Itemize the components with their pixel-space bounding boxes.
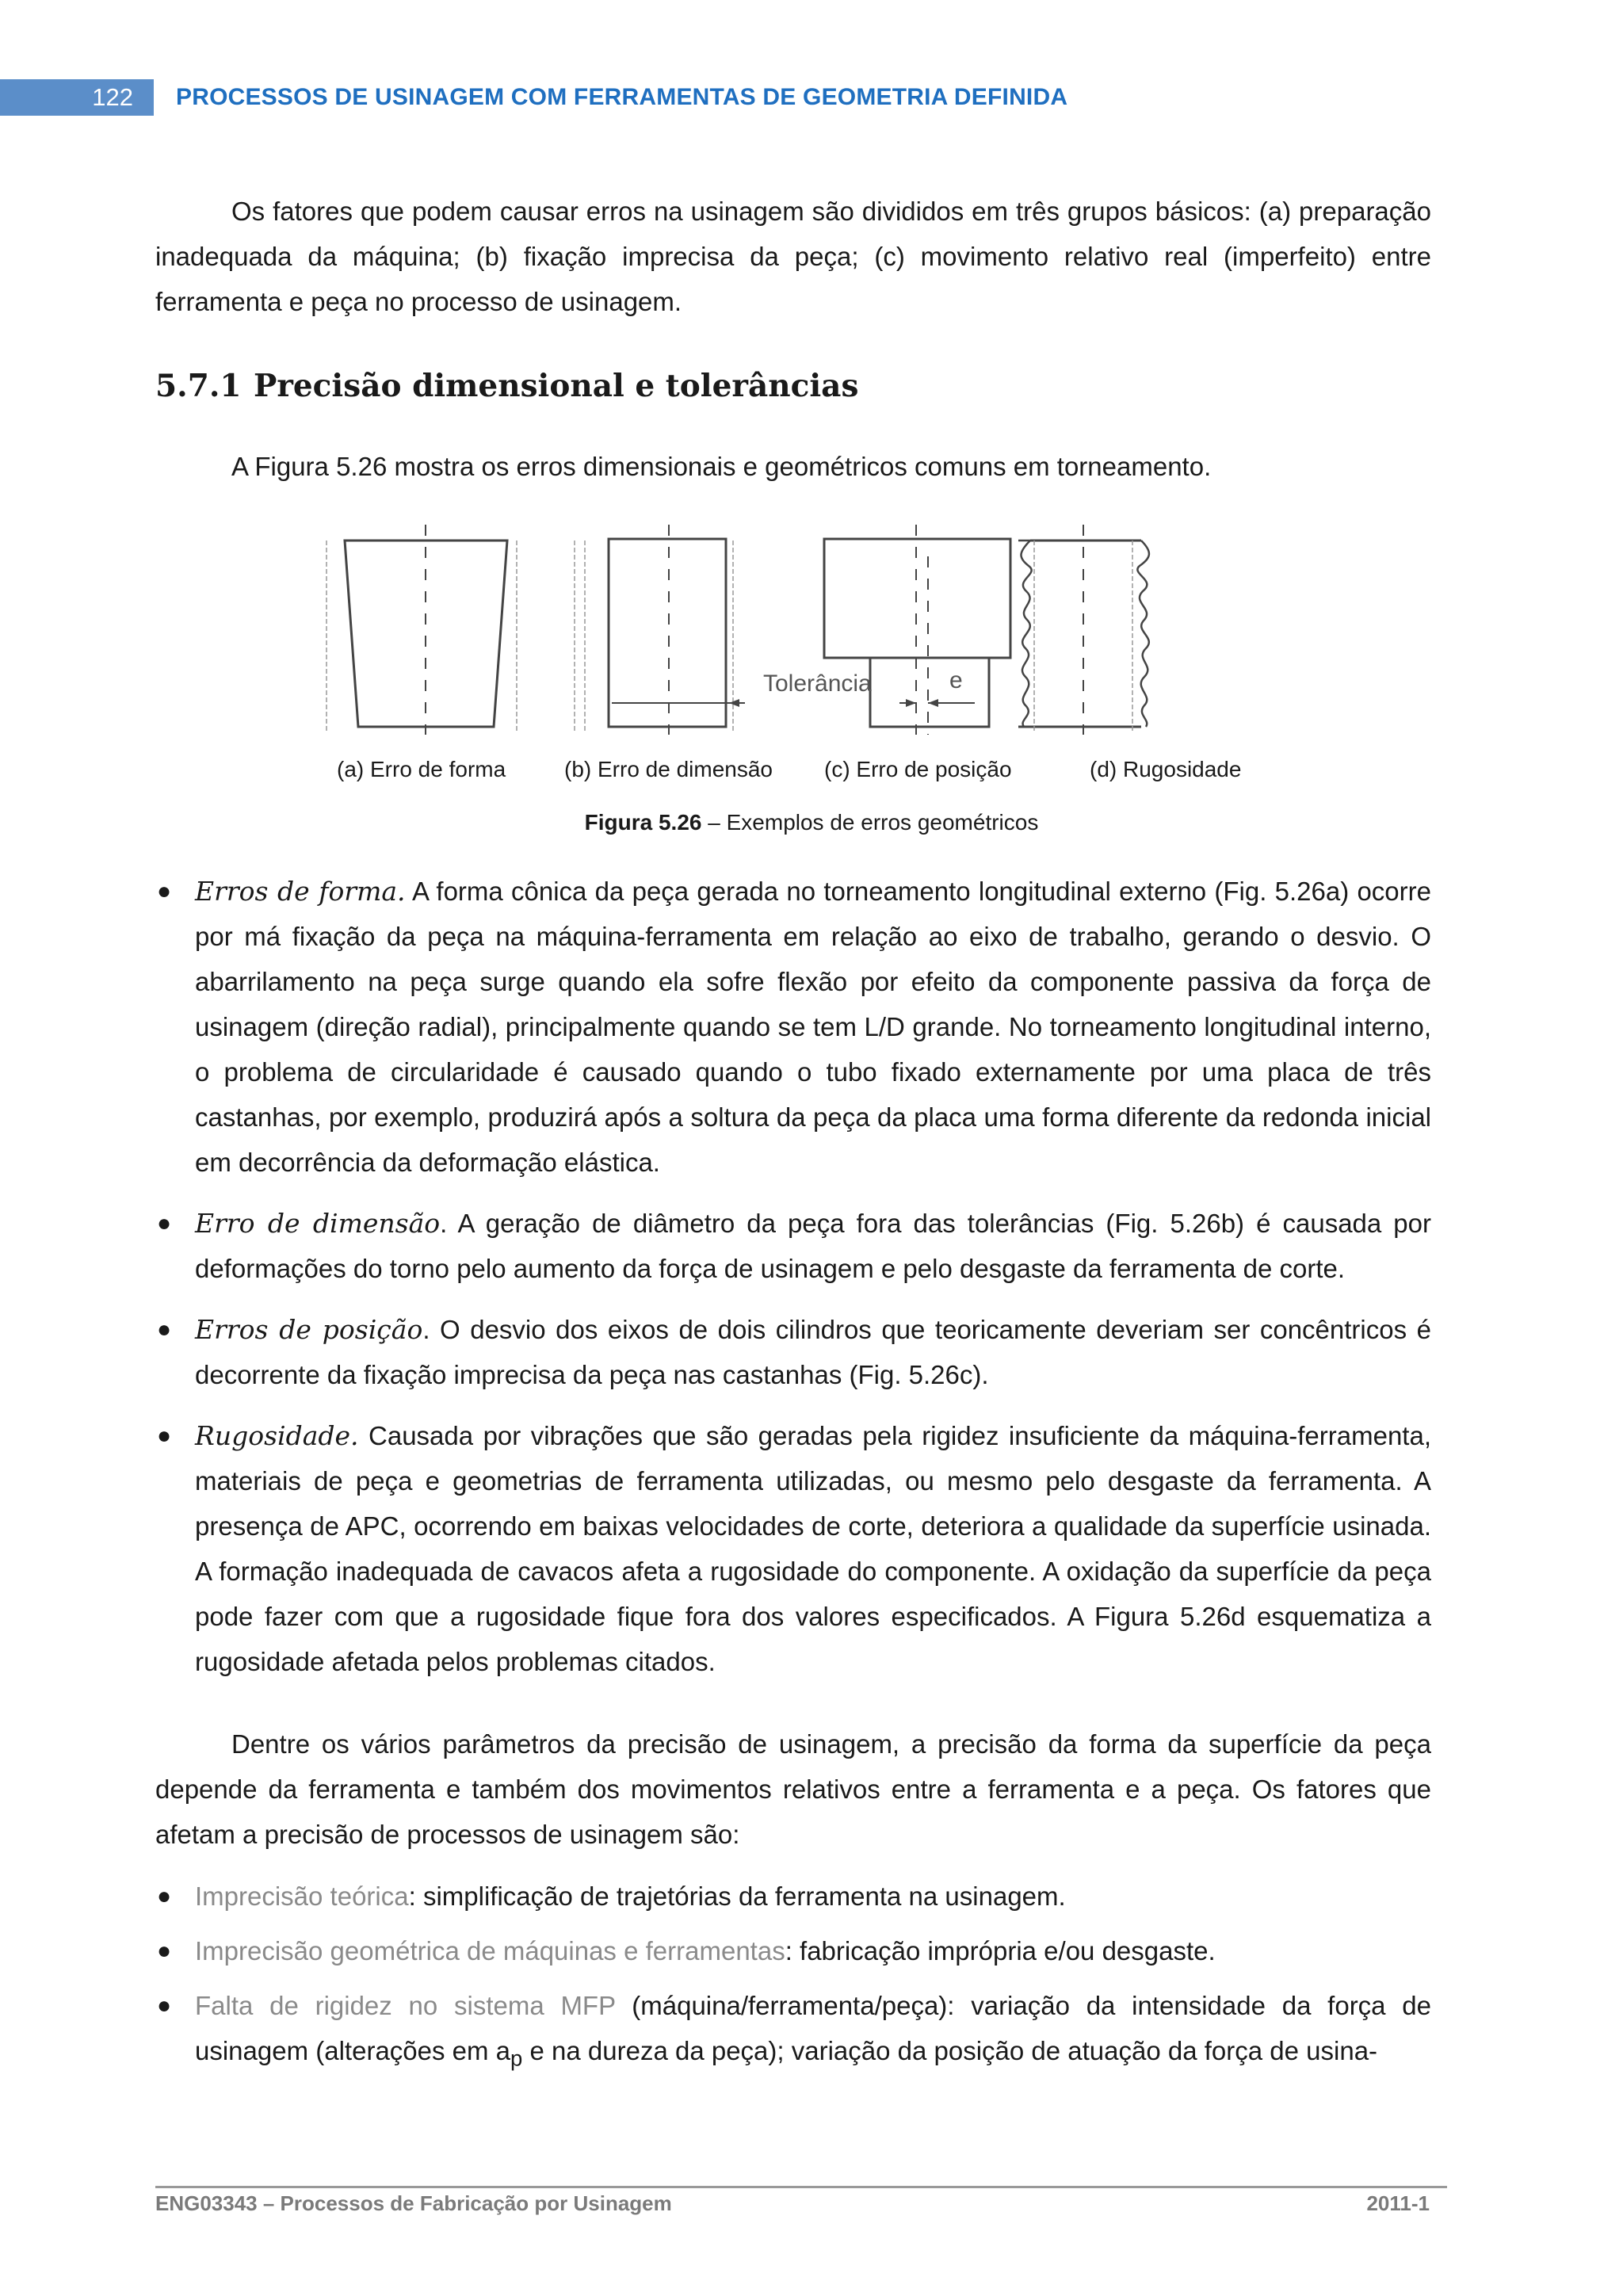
section-number: 5.7.1 xyxy=(155,368,242,404)
figure-caption xyxy=(0,810,1623,835)
list-item-term: Erros de posição xyxy=(195,1314,423,1345)
figure-caption-label: Figura 5.26 xyxy=(584,810,702,835)
factor-text-before: (máquina/ferramenta/peça): variação da intensidade da força de usinagem (alterações em a xyxy=(195,1991,1431,2065)
bullet-icon: ● xyxy=(157,1883,172,1909)
bullet-icon: ● xyxy=(157,1423,172,1449)
subcaption-b: (b) Erro de dimensão xyxy=(564,757,773,781)
subcaption-d: (d) Rugosidade xyxy=(1090,757,1242,781)
error-types-list xyxy=(155,869,1431,1700)
factor-text: : fabricação imprópria e/ou desgaste. xyxy=(785,1936,1216,1966)
bullet-icon: ● xyxy=(157,1316,172,1343)
figure-geometric-errors xyxy=(301,509,1292,747)
page-number: 122 xyxy=(92,83,133,111)
list-item xyxy=(155,1307,1431,1397)
diagram-roughness xyxy=(1018,525,1149,735)
diagram-position-error xyxy=(824,525,1010,735)
diagram-form-error xyxy=(327,525,517,735)
bullet-icon: ● xyxy=(157,1992,172,2019)
footer-term: 2011-1 xyxy=(1366,2191,1430,2215)
bullet-icon: ● xyxy=(157,1210,172,1236)
factor-term: Imprecisão geométrica de máquinas e ferramentas xyxy=(195,1936,785,1966)
section-title: Precisão dimensional e tolerâncias xyxy=(254,368,859,404)
factor-term: Falta de rigidez no sistema MFP xyxy=(195,1991,616,2020)
list-item-text: . O desvio dos eixos de dois cilindros que teoricamente deveriam ser concêntricos é decorrente da fixação imprecisa da peça nas castanhas (Fig. 5.26c). xyxy=(195,1315,1431,1389)
factor-subscript: p xyxy=(510,2046,523,2071)
intro-text: Os fatores que podem causar erros na usinagem são divididos em três grupos básicos: (a) preparação inadequada da máquina; (b) fixação imprecisa da peça; (c) movimento relativo real (imperfeito) entre ferramenta e peça no processo de usinagem. xyxy=(155,197,1431,316)
bullet-icon: ● xyxy=(157,878,172,904)
closing-paragraph xyxy=(155,1721,1431,1857)
list-item xyxy=(155,1874,1431,1919)
closing-text: Dentre os vários parâmetros da precisão de usinagem, a precisão da forma da superfície da peça depende da ferramenta e também dos movimentos relativos entre a ferramenta e a peça. Os fatores que afetam a precisão de processos de usinagem são: xyxy=(155,1729,1431,1849)
list-item-term: Erros de forma. xyxy=(195,876,406,907)
subcaption-a: (a) Erro de forma xyxy=(337,757,506,781)
factor-text: : simplificação de trajetórias da ferramenta na usinagem. xyxy=(408,1881,1066,1911)
footer-divider xyxy=(155,2186,1447,2188)
section-heading xyxy=(155,368,858,404)
list-item xyxy=(155,1928,1431,1973)
list-item xyxy=(155,1201,1431,1291)
header-title: PROCESSOS DE USINAGEM COM FERRAMENTAS DE GEOMETRIA DEFINIDA xyxy=(176,84,1068,110)
footer-course: ENG03343 – Processos de Fabricação por Usinagem xyxy=(155,2191,672,2215)
diagram-dimension-error xyxy=(575,525,745,735)
bullet-icon: ● xyxy=(157,1938,172,1964)
subcaption-c: (c) Erro de posição xyxy=(824,757,1012,781)
figure-caption-text: – Exemplos de erros geométricos xyxy=(701,810,1039,835)
list-item-text: . A geração de diâmetro da peça fora das tolerâncias (Fig. 5.26b) é causada por deformações do torno pelo aumento da força de usinagem e pelo desgaste da ferramenta de corte. xyxy=(195,1209,1431,1283)
factors-list xyxy=(155,1874,1431,2091)
list-item-term: Rugosidade. xyxy=(195,1420,359,1451)
list-item xyxy=(155,869,1431,1185)
factor-term: Imprecisão teórica xyxy=(195,1881,409,1911)
list-item-text: Causada por vibrações que são geradas pela rigidez insuficiente da máquina-ferramenta, materiais de peça e geometrias de ferramenta utilizadas, ou mesmo pelo desgaste da ferramenta. A presença de APC, ocorrendo em baixas velocidades de corte, deteriora a qualidade da superfície usinada. A formação inadequada de cavacos afeta a rugosidade do componente. A oxidação da superfície da peça pode fazer com que a rugosidade fique fora dos valores especificados. A Figura 5.26d esquematiza a rugosidade afetada pelos problemas citados. xyxy=(195,1421,1431,1676)
figure-reference-paragraph xyxy=(155,444,1431,489)
intro-paragraph xyxy=(155,189,1431,324)
factor-text-after: e na dureza da peça); variação da posição de atuação da força de usina- xyxy=(522,2036,1378,2065)
eccentricity-label: e xyxy=(949,667,963,693)
list-item-term: Erro de dimensão xyxy=(195,1208,441,1239)
list-item xyxy=(155,1413,1431,1684)
list-item-text: A forma cônica da peça gerada no torneamento longitudinal externo (Fig. 5.26a) ocorre por má fixação da peça na máquina-ferramenta em relação ao eixo de trabalho, gerando o desvio. O abarrilamento na peça surge quando ela sofre flexão por efeito da componente passiva da força de usinagem (direção radial), principalmente quando se tem L/D grande. No torneamento longitudinal interno, o problema de circularidade é causado quando o tubo fixado externamente por uma placa de três castanhas, por exemplo, produzirá após a soltura da peça da placa uma forma diferente da redonda inicial em decorrência da deformação elástica. xyxy=(195,877,1431,1177)
figure-reference-text: A Figura 5.26 mostra os erros dimensionais e geométricos comuns em torneamento. xyxy=(231,452,1212,481)
tolerance-label: Tolerância xyxy=(763,670,872,697)
list-item xyxy=(155,1983,1431,2081)
